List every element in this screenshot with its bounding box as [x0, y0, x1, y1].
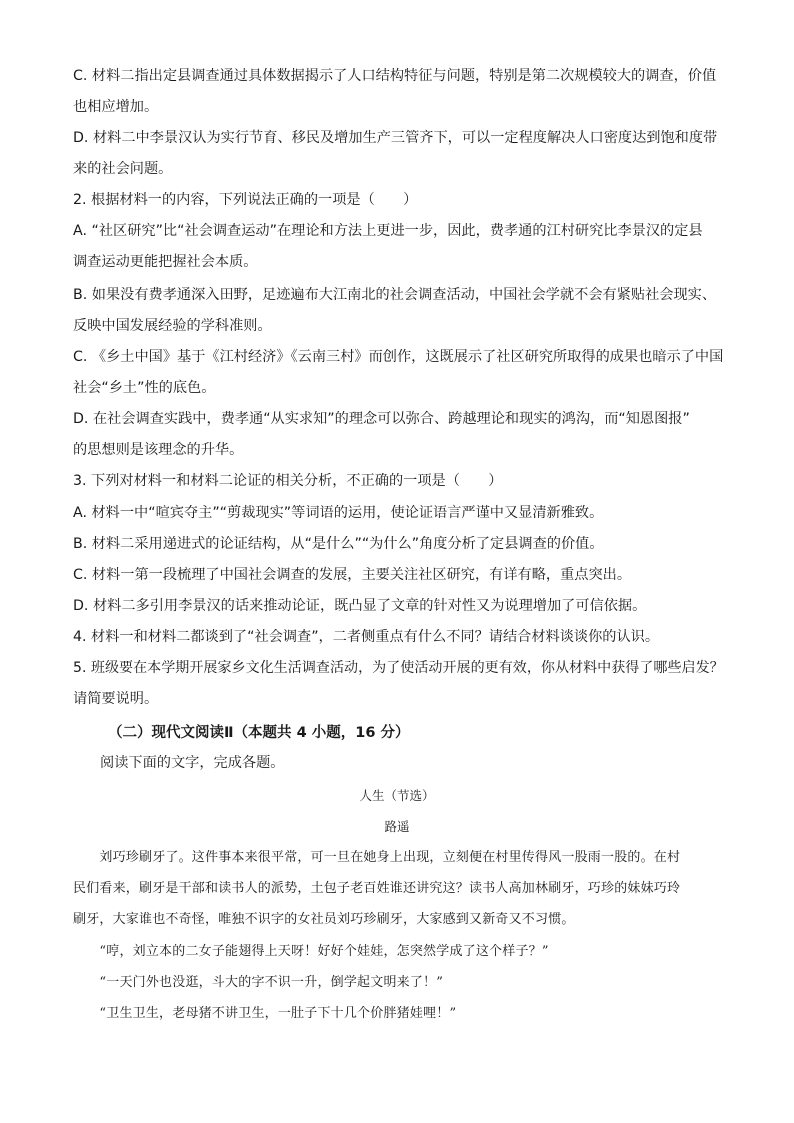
- instruction: 阅读下面的文字，完成各题。: [100, 755, 285, 771]
- option-2a-1: A. “社区研究”比“社会调查运动”在理论和方法上更进一步，因此，费孝通的江村研究比李景汉的定县: [73, 223, 703, 239]
- text-line-3: D. 材料二中李景汉认为实行节育、移民及增加生产三管齐下，可以一定程度解决人口密度达到饱和度带: [73, 130, 718, 146]
- option-3a: A. 材料一中“喧宾夺主”“剪裁现实”等词语的运用，使论证语言严谨中又显清新雅致。: [73, 505, 604, 521]
- story-line-2: 民们看来，刷牙是干部和读书人的派势，土包子老百姓谁还讲究这？读书人高加林刷牙，巧珍的妹妹巧玲: [73, 881, 681, 896]
- question-5-2: 请简要说明。: [73, 691, 159, 707]
- text-line-2: 也相应增加。: [73, 99, 159, 115]
- option-2c-2: 社会“乡土”性的底色。: [73, 380, 216, 396]
- story-line-5: “一天门外也没逛，斗大的字不识一升，倒学起文明来了！”: [73, 975, 444, 990]
- story-line-6: “卫生卫生，老母猪不讲卫生，一肚子下十几个价胖猪娃哩！”: [73, 1006, 457, 1021]
- question-5-1: 5. 班级要在本学期开展家乡文化生活调查活动，为了使活动开展的更有效，你从材料中获得了哪些启发？: [73, 660, 724, 676]
- text-line-4: 来的社会问题。: [73, 161, 173, 177]
- option-3c: C. 材料一第一段梳理了中国社会调查的发展，主要关注社区研究，有详有略，重点突出。: [73, 567, 632, 583]
- section-heading: （二）现代文阅读Ⅱ（本题共 4 小题，16 分）: [108, 725, 410, 741]
- story-line-4: “哼，刘立本的二女子能翅得上天呀！好好个娃娃，怎突然学成了这个样子？”: [73, 944, 549, 959]
- option-2d-2: 的思想则是该理念的升华。: [73, 442, 244, 458]
- option-2d-1: D. 在社会调查实践中，费孝通“从实求知”的理念可以弥合、跨越理论和现实的鸿沟，而“知恩图报”: [73, 411, 690, 427]
- option-3b: B. 材料二采用递进式的论证结构，从“是什么”“为什么”角度分析了定县调查的价值。: [73, 536, 604, 552]
- option-2a-2: 调查运动更能把握社会本质。: [73, 254, 258, 270]
- question-3: 3. 下列对材料一和材料二论证的相关分析，不正确的一项是（ ）: [73, 473, 503, 489]
- text-line-1: C. 材料二指出定县调查通过具体数据揭示了人口结构特征与问题，特别是第二次规模较大的调查，价值: [73, 68, 717, 84]
- story-title: 人生（节选）: [359, 788, 435, 803]
- question-2: 2. 根据材料一的内容，下列说法正确的一项是（ ）: [73, 192, 418, 208]
- option-3d: D. 材料二多引用李景汉的话来推动论证，既凸显了文章的针对性又为说理增加了可信依据。: [73, 598, 647, 614]
- option-2b-2: 反映中国发展经验的学科准则。: [73, 318, 272, 334]
- story-author: 路遥: [384, 819, 410, 834]
- story-line-1: 刘巧珍刷牙了。这件事本来很平常，可一旦在她身上出现，立刻便在村里传得风一股雨一股的。在村: [73, 850, 681, 865]
- story-line-3: 刷牙，大家谁也不奇怪，唯独不识字的女社员刘巧珍刷牙，大家感到又新奇又不习惯。: [73, 912, 575, 927]
- option-2b-1: B. 如果没有费孝通深入田野，足迹遍布大江南北的社会调查活动，中国社会学就不会有紧贴社会现实、: [73, 287, 717, 303]
- option-2c-1: C. 《乡土中国》基于《江村经济》《云南三村》而创作，这既展示了社区研究所取得的成果也暗示了中国: [73, 349, 724, 365]
- question-4: 4. 材料一和材料二都谈到了“社会调查”，二者侧重点有什么不同？请结合材料谈谈你的认识。: [73, 629, 660, 645]
